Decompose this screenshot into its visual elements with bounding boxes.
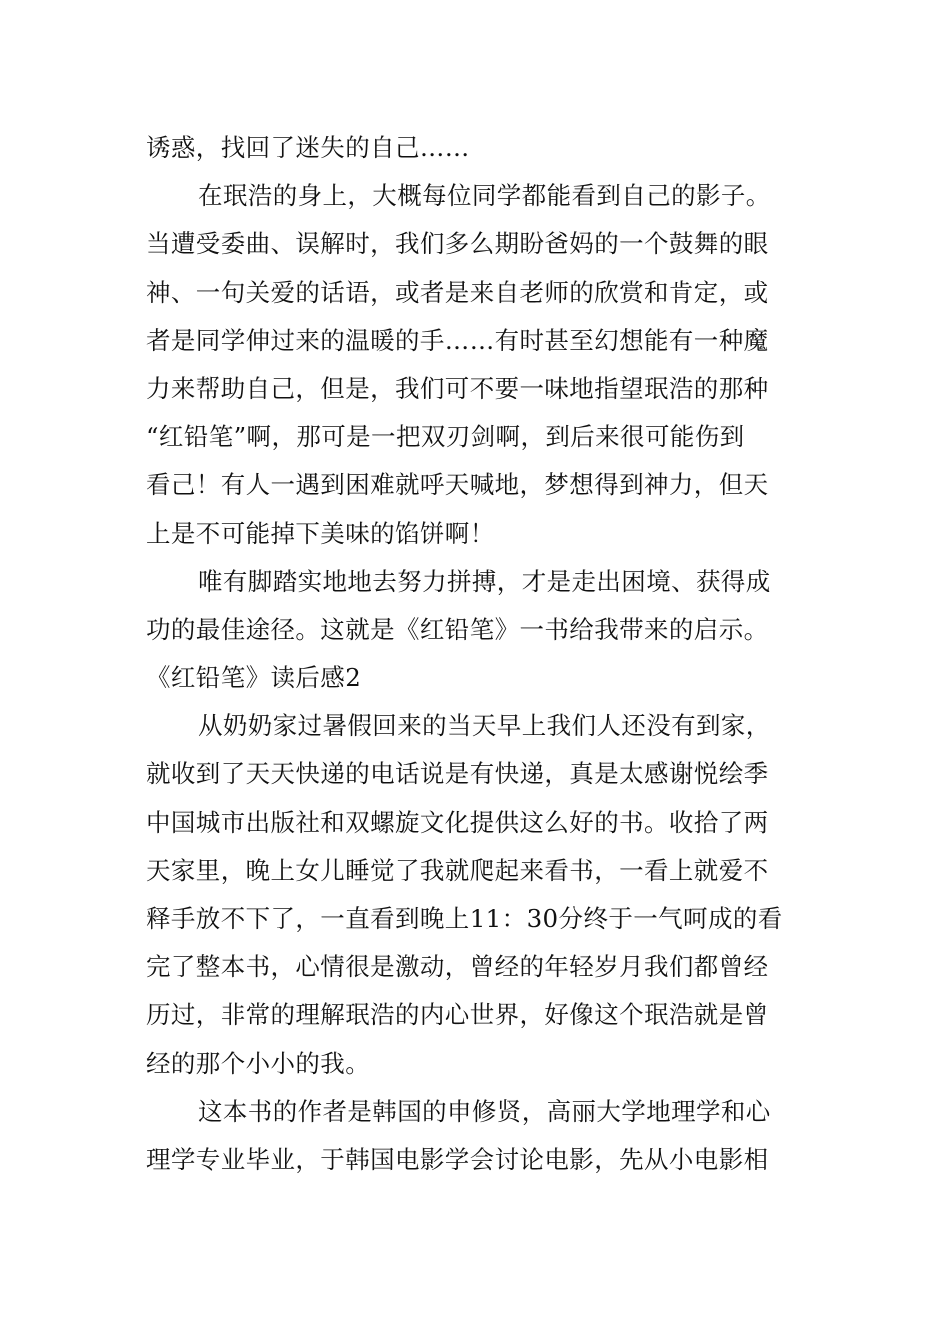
text-line: 完了整本书，心情很是激动，曾经的年轻岁月我们都曾经	[146, 952, 769, 982]
document-body	[146, 124, 806, 1184]
text-line: 上是不可能掉下美味的馅饼啊！	[146, 518, 495, 548]
paragraph-start-line: 在珉浩的身上，大概每位同学都能看到自己的影子。	[198, 181, 771, 211]
text-line: 天家里，晚上女儿睡觉了我就爬起来看书，一看上就爱不	[146, 855, 769, 885]
text-line: 就收到了天天快递的电话说是有快递，真是太感谢悦绘季	[146, 759, 769, 789]
text-line: 者是同学伸过来的温暖的手……有时甚至幻想能有一种魔	[146, 325, 769, 355]
text-line: 《红铅笔》读后感2	[146, 663, 362, 693]
text-line: 历过，非常的理解珉浩的内心世界，好像这个珉浩就是曾	[146, 1000, 769, 1030]
text-line: 经的那个小小的我。	[146, 1048, 371, 1078]
paragraph-start-line: 这本书的作者是韩国的申修贤，高丽大学地理学和心	[198, 1096, 771, 1126]
text-line: 中国城市出版社和双螺旋文化提供这么好的书。收拾了两	[146, 807, 769, 837]
text-line: 看己！有人一遇到困难就呼天喊地，梦想得到神力，但天	[146, 470, 769, 500]
paragraph-start-line: 唯有脚踏实地地去努力拼搏，才是走出困境、获得成	[198, 566, 771, 596]
text-line: 功的最佳途径。这就是《红铅笔》一书给我带来的启示。	[146, 614, 769, 644]
text-line: 诱惑，找回了迷失的自己……	[146, 133, 470, 162]
text-line: 当遭受委曲、误解时，我们多么期盼爸妈的一个鼓舞的眼	[146, 229, 769, 259]
text-line: 神、一句关爱的话语，或者是来自老师的欣赏和肯定，或	[146, 277, 769, 307]
text-line: 理学专业毕业，于韩国电影学会讨论电影，先从小电影相	[146, 1144, 769, 1174]
paragraph-start-line: 从奶奶家过暑假回来的当天早上我们人还没有到家，	[198, 711, 771, 741]
text-line: 释手放不下了，一直看到晚上11：30分终于一气呵成的看	[146, 904, 783, 933]
text-line: 力来帮助自己，但是，我们可不要一味地指望珉浩的那种	[146, 373, 769, 403]
text-line: “红铅笔”啊，那可是一把双刃剑啊，到后来很可能伤到	[146, 422, 745, 452]
